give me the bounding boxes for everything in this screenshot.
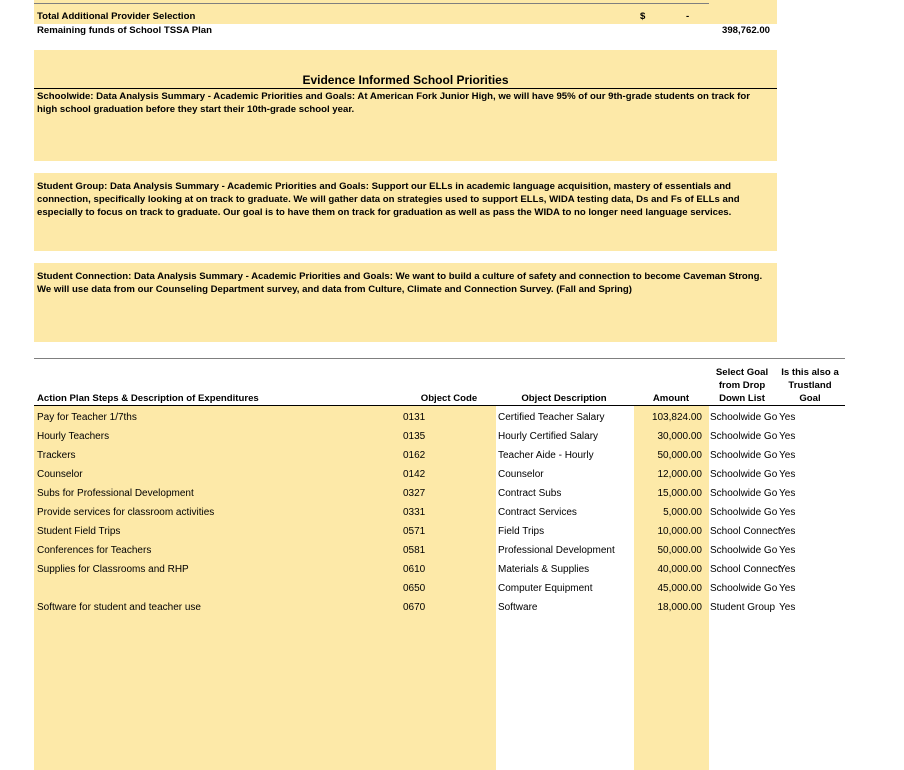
row-code[interactable]: 0331 (403, 507, 426, 518)
action-code-column (34, 406, 496, 770)
row-code[interactable]: 0142 (403, 469, 426, 480)
row-action[interactable]: Hourly Teachers (37, 431, 110, 442)
row-trustland[interactable]: Yes (779, 564, 796, 575)
remaining-funds-value: 398,762.00 (721, 25, 770, 36)
row-action[interactable]: Conferences for Teachers (37, 545, 152, 556)
student-connection-text: Student Connection: Data Analysis Summary - Academic Priorities and Goals: We want to build a culture of safety and connection to become Caveman Strong. We will use data from our Counseling Department survey, and data from Culture, Climate and Connection Survey. (Fall and Spring) (37, 271, 763, 295)
row-goal-select[interactable]: Schoolwide Go (710, 469, 778, 480)
row-trustland[interactable]: Yes (779, 583, 796, 594)
row-amount[interactable]: 12,000.00 (657, 469, 702, 480)
row-code[interactable]: 0135 (403, 431, 426, 442)
row-action[interactable]: Trackers (37, 450, 76, 461)
row-goal-select[interactable]: Schoolwide Go (710, 412, 778, 423)
row-action[interactable]: Subs for Professional Development (37, 488, 194, 499)
row-code[interactable]: 0650 (403, 583, 426, 594)
row-goal-select[interactable]: Schoolwide Go (710, 488, 778, 499)
row-goal-select[interactable]: Schoolwide Go (710, 507, 778, 518)
row-description[interactable]: Software (498, 602, 538, 613)
row-amount[interactable]: 30,000.00 (657, 431, 702, 442)
student-group-text: Student Group: Data Analysis Summary - Academic Priorities and Goals: Support our ELLs in academic language acquisition, mastery of essentials and connection, specifically looking at on track to graduate. We will gather data on strategies used to support ELLs, WIDA testing data, Ds and Fs of ELLs and especially to focus on track to graduate. Our goal is to have them on track for graduation as well as pass the WIDA to no longer need language services. (37, 181, 740, 218)
row-trustland[interactable]: Yes (779, 431, 796, 442)
row-action[interactable]: Student Field Trips (37, 526, 121, 537)
total-provider-currency: $ (640, 11, 646, 22)
header-trustland-goal: Is this also a Trustland Goal (781, 367, 839, 404)
schoolwide-text: Schoolwide: Data Analysis Summary - Academic Priorities and Goals: At American Fork Junior High, we will have 95% of our 9th-grade students on track for high school graduation before they start their 10th-grade school year. (37, 91, 750, 115)
row-description[interactable]: Teacher Aide - Hourly (498, 450, 594, 461)
row-goal-select[interactable]: Schoolwide Go (710, 545, 778, 556)
row-trustland[interactable]: Yes (779, 545, 796, 556)
row-goal-select[interactable]: School Connect (710, 526, 781, 537)
row-description[interactable]: Counselor (498, 469, 544, 480)
row-code[interactable]: 0162 (403, 450, 426, 461)
row-action[interactable]: Pay for Teacher 1/7ths (37, 412, 137, 423)
row-code[interactable]: 0131 (403, 412, 426, 423)
row-goal-select[interactable]: Schoolwide Go (710, 583, 778, 594)
row-amount[interactable]: 15,000.00 (657, 488, 702, 499)
row-amount[interactable]: 5,000.00 (663, 507, 702, 518)
row-amount[interactable]: 45,000.00 (657, 583, 702, 594)
row-trustland[interactable]: Yes (779, 526, 796, 537)
row-description[interactable]: Certified Teacher Salary (498, 412, 605, 423)
row-trustland[interactable]: Yes (779, 602, 796, 613)
row-trustland[interactable]: Yes (779, 488, 796, 499)
row-code[interactable]: 0610 (403, 564, 426, 575)
evidence-title: Evidence Informed School Priorities (302, 73, 509, 87)
remaining-funds-label: Remaining funds of School TSSA Plan (37, 25, 213, 36)
header-action: Action Plan Steps & Description of Expenditures (37, 393, 259, 404)
row-goal-select[interactable]: School Connect (710, 564, 781, 575)
divider (34, 3, 709, 4)
total-provider-label: Total Additional Provider Selection (37, 11, 196, 22)
row-amount[interactable]: 18,000.00 (657, 602, 702, 613)
row-action[interactable]: Provide services for classroom activities (37, 507, 215, 518)
row-description[interactable]: Contract Services (498, 507, 577, 518)
row-code[interactable]: 0571 (403, 526, 426, 537)
header-object-code: Object Code (420, 393, 478, 404)
row-goal-select[interactable]: Schoolwide Go (710, 450, 778, 461)
header-select-goal: Select Goal from Drop Down List (715, 367, 769, 404)
row-description[interactable]: Materials & Supplies (498, 564, 590, 575)
row-trustland[interactable]: Yes (779, 450, 796, 461)
row-action[interactable]: Counselor (37, 469, 83, 480)
row-amount[interactable]: 103,824.00 (651, 412, 702, 423)
row-amount[interactable]: 50,000.00 (657, 545, 702, 556)
row-description[interactable]: Contract Subs (498, 488, 562, 499)
row-trustland[interactable]: Yes (779, 412, 796, 423)
row-code[interactable]: 0327 (403, 488, 426, 499)
title-underline (34, 88, 777, 89)
row-description[interactable]: Hourly Certified Salary (498, 431, 599, 442)
row-action[interactable]: Supplies for Classrooms and RHP (37, 564, 189, 575)
total-provider-value: - (686, 11, 690, 22)
row-description[interactable]: Field Trips (498, 526, 545, 537)
row-code[interactable]: 0670 (403, 602, 426, 613)
row-goal-select[interactable]: Schoolwide Go (710, 431, 778, 442)
row-code[interactable]: 0581 (403, 545, 426, 556)
row-amount[interactable]: 40,000.00 (657, 564, 702, 575)
table-top-rule (34, 358, 845, 359)
row-description[interactable]: Computer Equipment (498, 583, 593, 594)
row-trustland[interactable]: Yes (779, 507, 796, 518)
header-object-description: Object Description (521, 393, 607, 404)
row-goal-select[interactable]: Student Group (710, 602, 776, 613)
row-action[interactable]: Software for student and teacher use (37, 602, 201, 613)
row-description[interactable]: Professional Development (498, 545, 615, 556)
row-amount[interactable]: 10,000.00 (657, 526, 702, 537)
row-amount[interactable]: 50,000.00 (657, 450, 702, 461)
row-trustland[interactable]: Yes (779, 469, 796, 480)
header-amount: Amount (652, 393, 690, 404)
